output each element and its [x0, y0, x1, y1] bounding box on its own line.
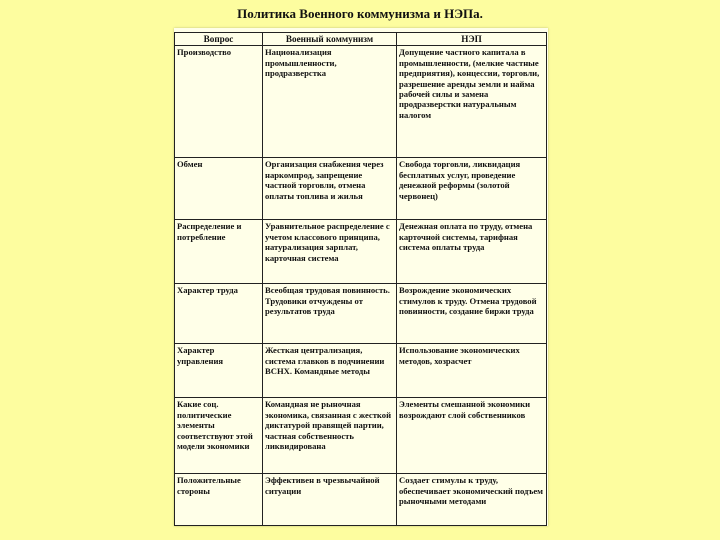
- table-row: [175, 474, 547, 526]
- question-cell: Распределение и потребление: [175, 220, 263, 284]
- war-communism-cell: Жесткая централизация, система главков в подчинении ВСНХ. Командные методы: [263, 344, 397, 398]
- war-communism-cell: Эффективен в чрезвычайной ситуации: [263, 474, 397, 526]
- war-communism-cell: Командная не рыночная экономика, связанная с жесткой диктатурой правящей партии, частная собственность ликвидирована: [263, 398, 397, 474]
- war-communism-cell: Организация снабжения через наркомпрод, запрещение частной торговли, отмена оплаты топлива и жилья: [263, 158, 397, 220]
- question-cell: Характер управления: [175, 344, 263, 398]
- war-communism-cell: Национализация промышленности, продразверстка: [263, 46, 397, 158]
- question-cell: Положительные стороны: [175, 474, 263, 526]
- nep-cell: Элементы смешанной экономики возрождают слой собственников: [397, 398, 547, 474]
- table-header-row: [175, 33, 547, 46]
- nep-cell: Использование экономических методов, хозрасчет: [397, 344, 547, 398]
- table-row: [175, 158, 547, 220]
- table-row: [175, 284, 547, 344]
- nep-cell: Допущение частного капитала в промышленности, (мелкие частные предприятия), концессии, торговли, разрешение аренды земли и найма рабочей силы и замена продразверстки натуральным налогом: [397, 46, 547, 158]
- table-row: [175, 46, 547, 158]
- nep-cell: Создает стимулы к труду, обеспечивает экономический подъем рыночными методами: [397, 474, 547, 526]
- question-cell: Характер труда: [175, 284, 263, 344]
- comparison-table: [174, 32, 547, 526]
- table-row: [175, 398, 547, 474]
- nep-cell: Свобода торговли, ликвидация бесплатных услуг, проведение денежной реформы (золотой червонец): [397, 158, 547, 220]
- header-war-communism: Военный коммунизм: [263, 33, 397, 46]
- header-nep: НЭП: [397, 33, 547, 46]
- nep-cell: Возрождение экономических стимулов к труду. Отмена трудовой повинности, создание биржи труда: [397, 284, 547, 344]
- header-question: Вопрос: [175, 33, 263, 46]
- war-communism-cell: Уравнительное распределение с учетом классового принципа, натурализация зарплат, карточная система: [263, 220, 397, 284]
- question-cell: Производство: [175, 46, 263, 158]
- question-cell: Обмен: [175, 158, 263, 220]
- question-cell: Какие соц. политические элементы соответствуют этой модели экономики: [175, 398, 263, 474]
- war-communism-cell: Всеобщая трудовая повинность. Трудовики отчуждены от результатов труда: [263, 284, 397, 344]
- table-row: [175, 220, 547, 284]
- document-sheet: [174, 28, 548, 526]
- table-row: [175, 344, 547, 398]
- page-title: Политика Военного коммунизма и НЭПа.: [237, 6, 483, 21]
- nep-cell: Денежная оплата по труду, отмена карточной системы, тарифная система оплаты труда: [397, 220, 547, 284]
